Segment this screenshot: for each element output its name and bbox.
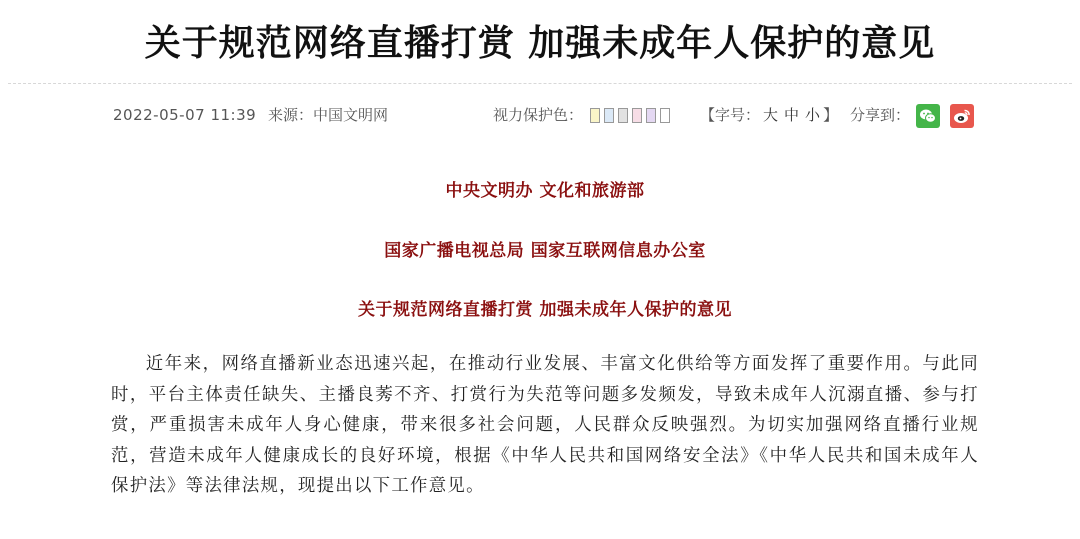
article-title: 关于规范网络直播打赏 加强未成年人保护的意见 xyxy=(144,23,936,64)
color-swatch-white[interactable] xyxy=(660,108,670,123)
font-size-large[interactable]: 大 xyxy=(763,106,779,124)
font-size-label: 【字号： xyxy=(700,106,761,124)
font-size-close: 】 xyxy=(823,106,839,124)
publish-date: 2022-05-07 11:39 xyxy=(113,106,257,124)
eye-protection-label: 视力保护色： xyxy=(493,106,584,124)
share-label: 分享到： xyxy=(850,106,911,124)
article-source: 来源：中国文明网 xyxy=(268,106,389,124)
color-swatch-yellow[interactable] xyxy=(590,108,600,123)
font-size-control xyxy=(700,102,838,128)
color-swatch-blue[interactable] xyxy=(604,108,614,123)
issuing-orgs-line-2: 国家广播电视总局 国家互联网信息办公室 xyxy=(384,241,706,261)
issuing-orgs-line-1: 中央文明办 文化和旅游部 xyxy=(445,181,645,201)
document-subtitle: 关于规范网络直播打赏 加强未成年人保护的意见 xyxy=(358,300,732,320)
font-size-medium[interactable]: 中 xyxy=(784,106,800,124)
font-size-small[interactable]: 小 xyxy=(805,106,821,124)
color-swatch-gray[interactable] xyxy=(618,108,628,123)
title-divider xyxy=(8,83,1072,84)
article-paragraph: 近年来，网络直播新业态迅速兴起，在推动行业发展、丰富文化供给等方面发挥了重要作用。与此同时，平台主体责任缺失、主播良莠不齐、打赏行为失范等问题多发频发，导致未成年人沉溺直播、参与打赏，严重损害未成年人身心健康，带来很多社会问题，人民群众反映强烈。为切实加强网络直播行业规范，营造未成年人健康成长的良好环境，根据《中华人民共和国网络安全法》《中华人民共和国未成年人保护法》等法律法规，现提出以下工作意见。 xyxy=(111,354,979,496)
wechat-share-icon[interactable] xyxy=(916,104,940,128)
color-swatch-purple[interactable] xyxy=(646,108,656,123)
weibo-share-icon[interactable] xyxy=(950,104,974,128)
color-swatch-pink[interactable] xyxy=(632,108,642,123)
eye-color-swatches xyxy=(590,108,670,123)
article-meta-bar xyxy=(0,102,1080,128)
